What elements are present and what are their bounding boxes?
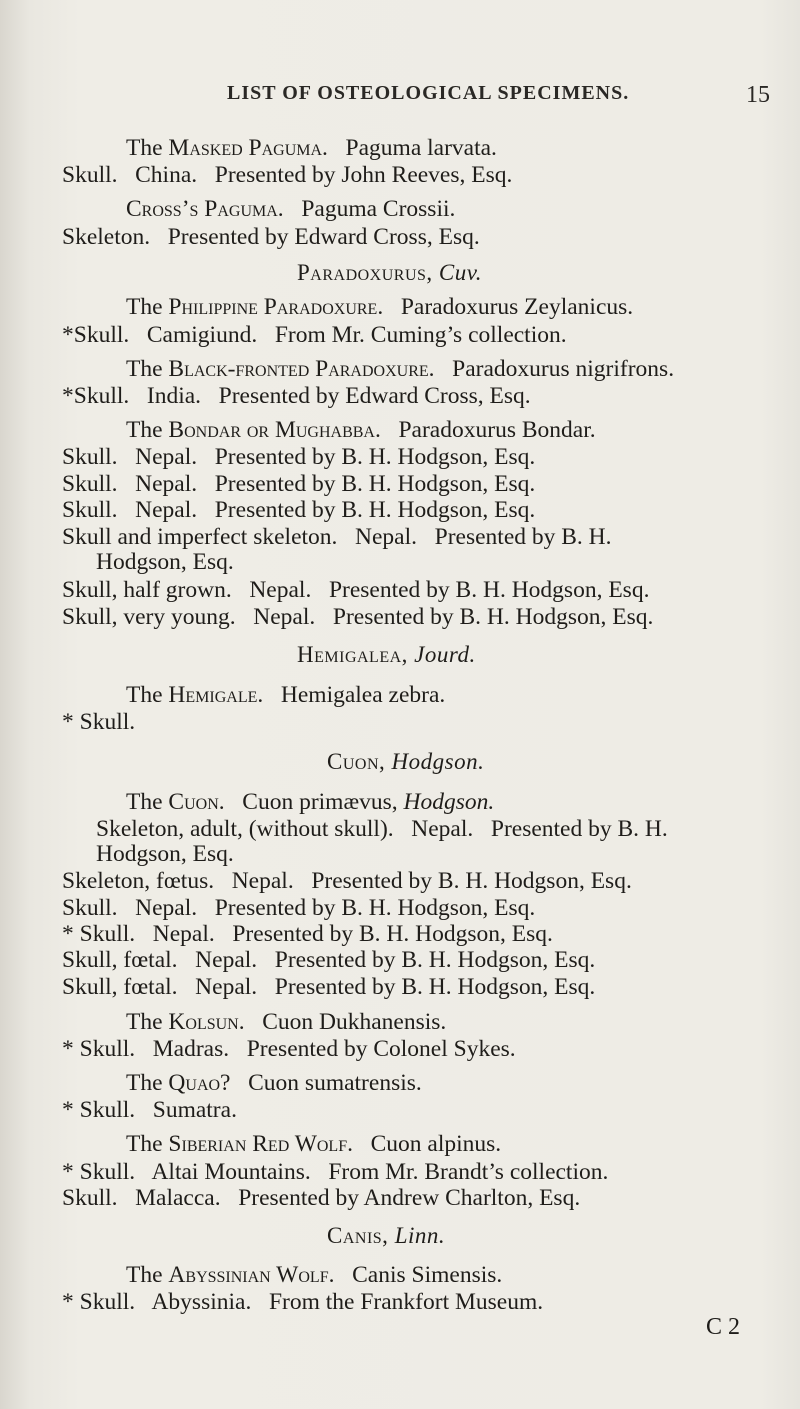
line-text: Skull. Nepal. Presented by B. H. Hodgson, Esq. [62,895,536,921]
italic-text: Jourd. [414,642,476,667]
line-text: Canis Simensis. [334,1262,503,1288]
small-caps-text: Masked Paguma. [168,135,328,161]
line-text: The [126,417,169,443]
genus-heading [327,748,484,776]
small-caps-text: Hemigalea, [297,642,415,667]
specimen-entry [62,1158,608,1186]
specimen-entry [62,1035,516,1063]
line-text: * Skull. Madras. Presented by Colonel Sykes. [62,1036,516,1062]
line-text: Skull. Nepal. Presented by B. H. Hodgson, Esq. [62,471,536,497]
line-text: Cuon sumatrensis. [230,1070,422,1096]
line-text: Paradoxurus nigrifrons. [434,356,675,382]
small-caps-text: Bondar or Mughabba. [168,417,381,443]
small-caps-text: Cuon. [168,789,225,815]
italic-text: Hodgson. [403,789,495,815]
specimen-entry [62,603,653,631]
line-text: The [126,135,169,161]
line-text: The [126,682,169,708]
small-caps-text: Abyssinian Wolf. [168,1262,335,1288]
small-caps-text: Black-fronted Paradoxure. [168,356,435,382]
specimen-entry [62,1288,543,1316]
genus-heading [297,259,482,287]
specimen-entry [62,894,535,922]
line-text: Paradoxurus Bondar. [380,417,596,443]
line-text: Skull. China. Presented by John Reeves, Esq. [62,162,513,188]
small-caps-text: Siberian Red Wolf. [168,1131,353,1157]
line-text: Paguma larvata. [327,135,497,161]
line-text: Hemigalea zebra. [263,682,446,708]
small-caps-text: Quao? [168,1070,231,1096]
line-text: The [126,1131,169,1157]
running-head: LIST OF OSTEOLOGICAL SPECIMENS. [227,82,630,104]
small-caps-text: Cuon, [327,749,392,774]
line-text: * Skull. Sumatra. [62,1097,237,1123]
line-text: Paguma Crossii. [283,196,456,222]
species-heading [126,195,455,223]
species-heading [126,788,494,816]
specimen-entry [62,470,535,498]
line-text: Cuon primævus, [224,789,404,815]
line-text: *Skull. Camigiund. From Mr. Cuming’s collection. [62,322,567,348]
line-text: Paradoxurus Zeylanicus. [383,294,634,320]
italic-text: Hodgson. [391,749,485,774]
page-header [0,82,800,112]
species-heading [126,681,445,709]
specimen-entry-continued [96,548,234,576]
species-heading [126,416,596,444]
specimen-entry [62,576,649,604]
line-text: Skull, half grown. Nepal. Presented by B. H. Hodgson, Esq. [62,577,650,603]
small-caps-text: Cross’s Paguma. [126,196,284,222]
line-text: Cuon Dukhanensis. [244,1009,447,1035]
species-heading [126,293,633,321]
species-heading [126,1008,446,1036]
specimen-entry [62,1184,580,1212]
specimen-entry [62,920,553,948]
signature-mark: C 2 [706,1314,741,1340]
line-text: Skull and imperfect skeleton. Nepal. Presented by B. H. [62,524,612,550]
line-text: * Skull. [62,709,136,735]
genus-heading [297,641,476,669]
line-text: Skull. Malacca. Presented by Andrew Charlton, Esq. [62,1185,581,1211]
specimen-entry [62,496,535,524]
line-text: Skull. Nepal. Presented by B. H. Hodgson, Esq. [62,444,536,470]
line-text: Skeleton, fœtus. Nepal. Presented by B. H. Hodgson, Esq. [62,868,632,894]
specimen-entry [62,321,567,349]
line-text: The [126,356,169,382]
line-text: The [126,1009,169,1035]
line-text: Skeleton, adult, (without skull). Nepal. Presented by B. H. [96,816,668,842]
specimen-entry [62,708,135,736]
specimen-entry-continued [96,840,234,868]
species-heading [126,355,674,383]
specimen-entry [62,946,595,974]
small-caps-text: Canis, [327,1223,395,1248]
page-number: 15 [746,82,770,108]
line-text: The [126,1070,169,1096]
small-caps-text: Philippine Paradoxure. [168,294,384,320]
specimen-entry [62,161,512,189]
line-text: Skeleton. Presented by Edward Cross, Esq. [62,224,480,250]
line-text: The [126,789,169,815]
small-caps-text: Paradoxurus, [297,260,439,285]
specimen-entry [62,443,535,471]
line-text: * Skull. Abyssinia. From the Frankfort Museum. [62,1289,544,1315]
specimen-entry [62,223,480,251]
species-heading [126,1130,501,1158]
small-caps-text: Kolsun. [168,1009,245,1035]
line-text: Cuon alpinus. [352,1131,502,1157]
specimen-entry [62,523,612,551]
line-text: Skull. Nepal. Presented by B. H. Hodgson, Esq. [62,497,536,523]
line-text: *Skull. India. Presented by Edward Cross, Esq. [62,383,531,409]
line-text: * Skull. Nepal. Presented by B. H. Hodgson, Esq. [62,921,553,947]
line-text: * Skull. Altai Mountains. From Mr. Brandt’s collection. [62,1159,609,1185]
line-text: Skull, fœtal. Nepal. Presented by B. H. Hodgson, Esq. [62,947,596,973]
species-heading [126,1069,422,1097]
line-text: Skull, fœtal. Nepal. Presented by B. H. Hodgson, Esq. [62,974,596,1000]
italic-text: Linn. [394,1223,446,1248]
line-text: Hodgson, Esq. [96,841,234,867]
genus-heading [327,1222,445,1250]
specimen-entry [62,973,595,1001]
specimen-entry [62,867,632,895]
line-text: The [126,294,169,320]
small-caps-text: Hemigale. [168,682,264,708]
species-heading [126,134,497,162]
line-text: Skull, very young. Nepal. Presented by B. H. Hodgson, Esq. [62,604,654,630]
specimen-entry [62,1096,237,1124]
species-heading [126,1261,502,1289]
specimen-entry [62,382,531,410]
line-text: Hodgson, Esq. [96,549,234,575]
line-text: The [126,1262,169,1288]
specimen-entry [96,815,668,843]
italic-text: Cuv. [438,260,483,285]
